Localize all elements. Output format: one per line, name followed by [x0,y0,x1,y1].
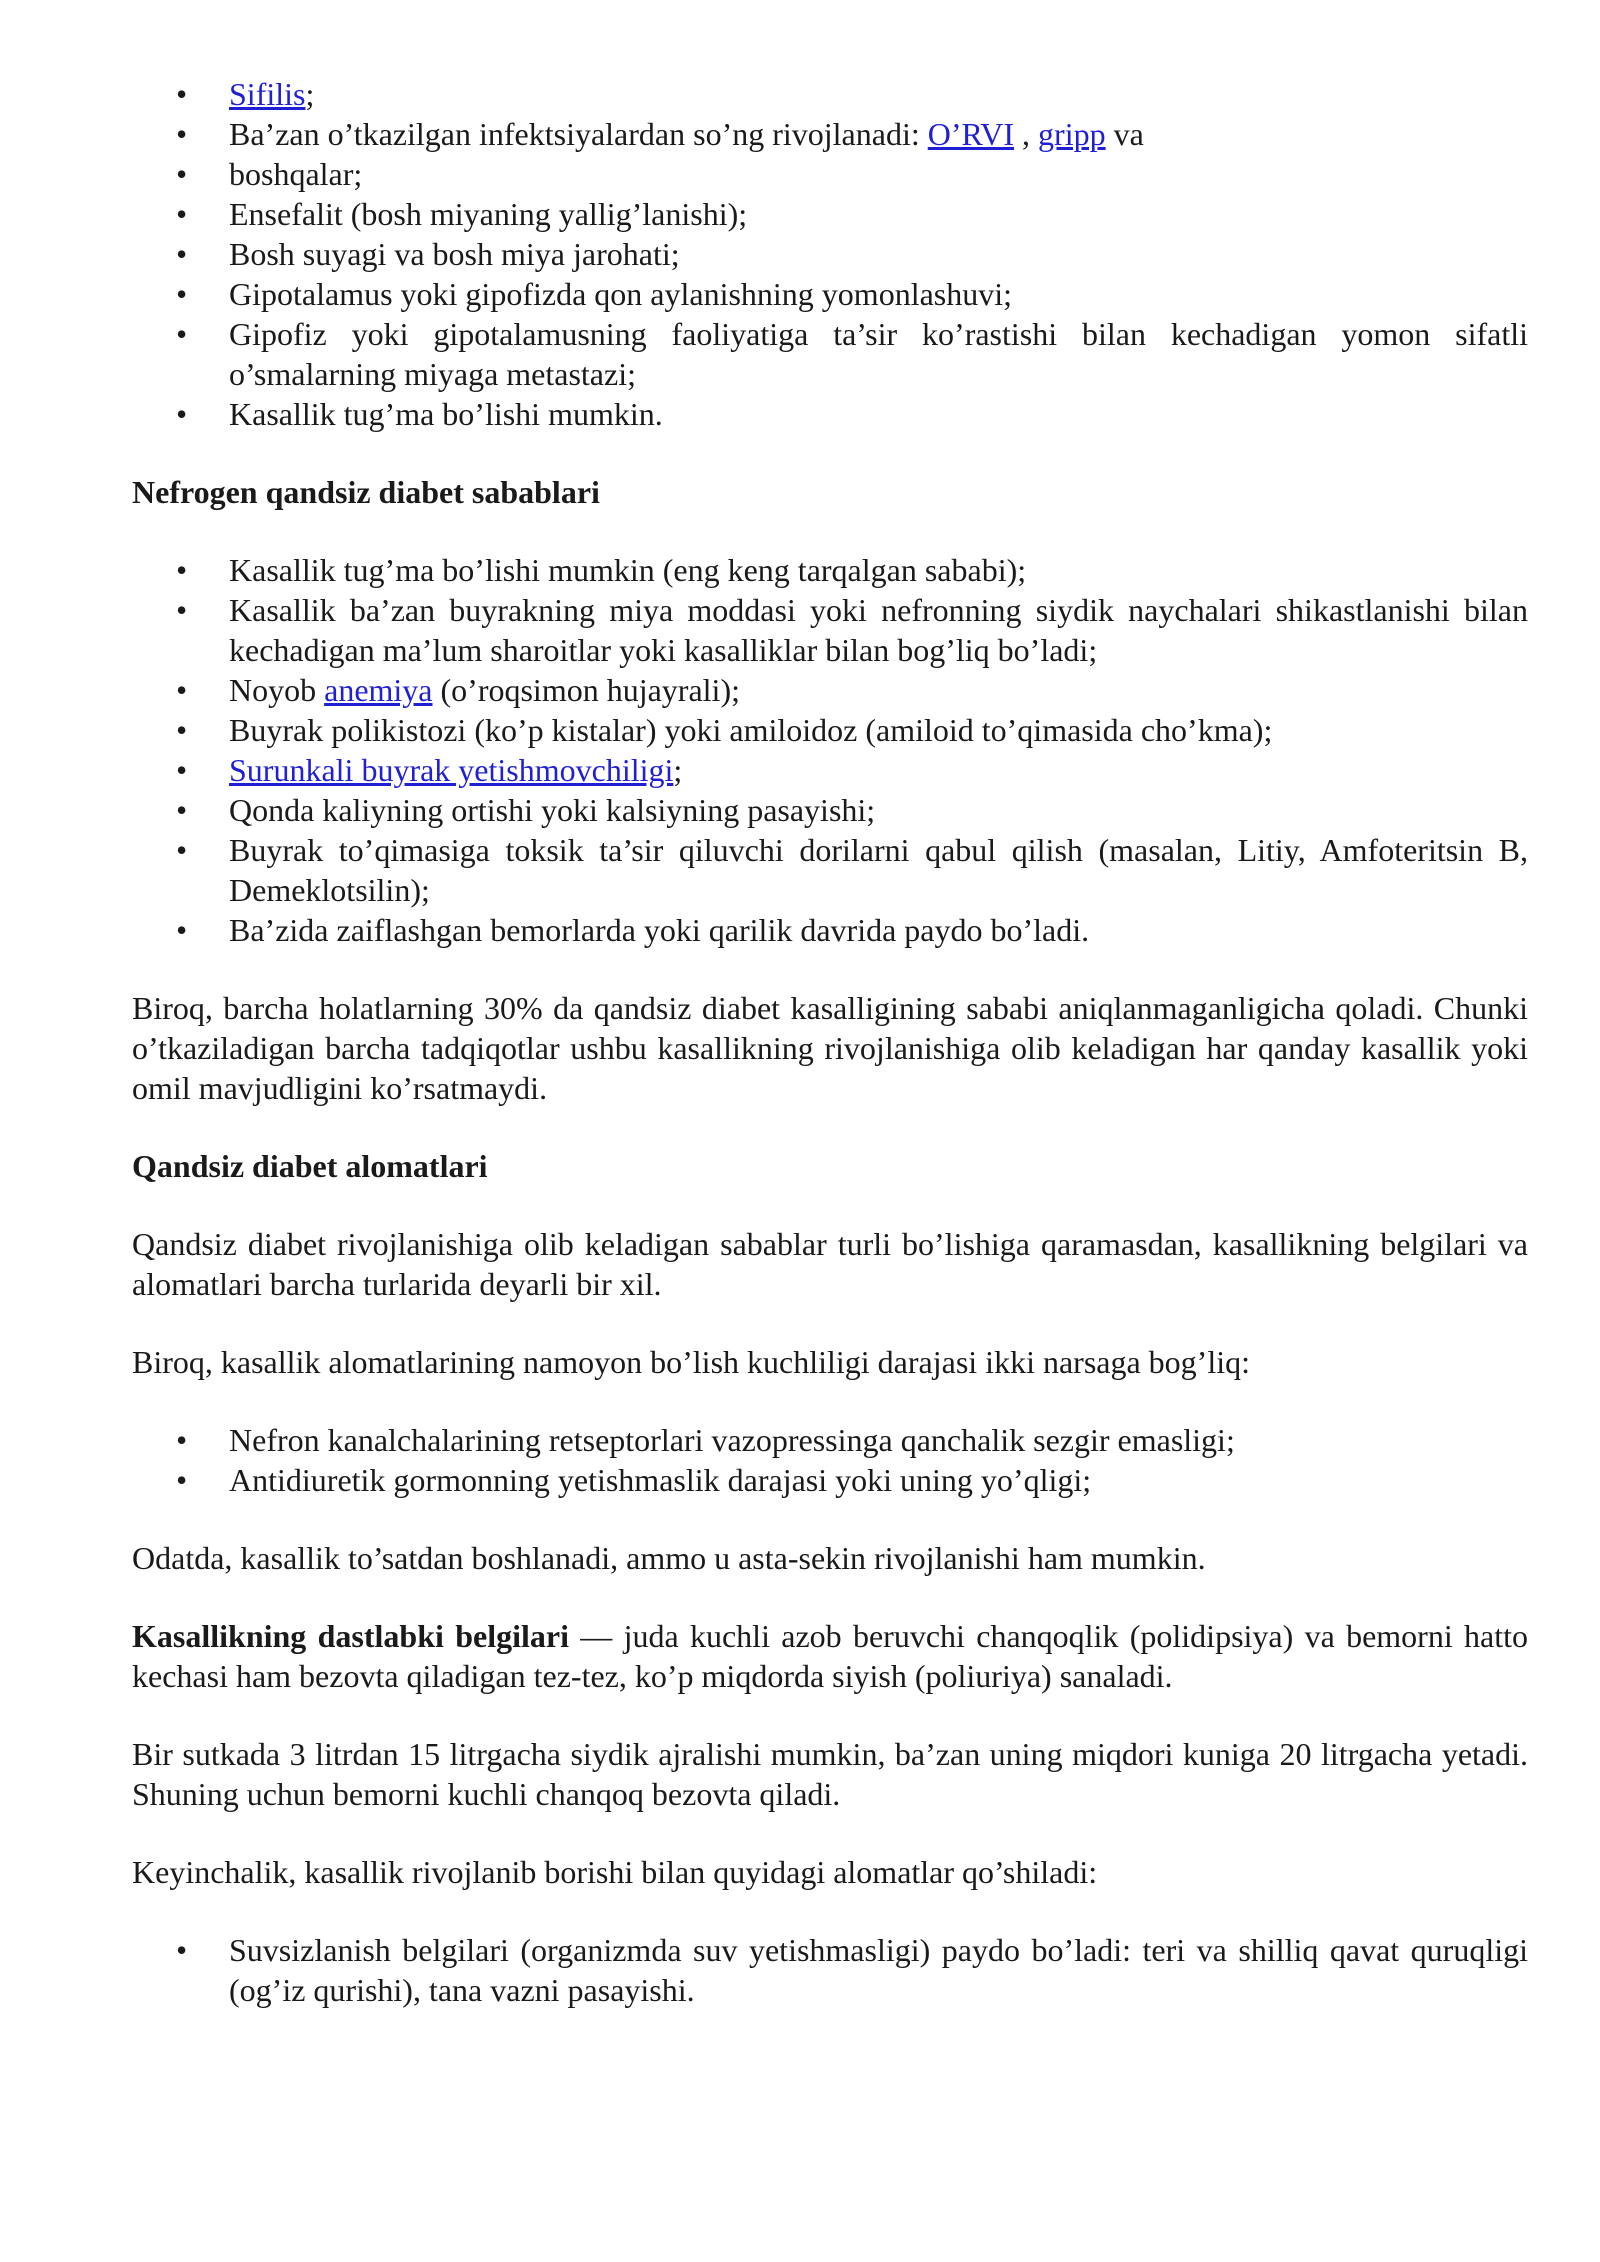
list-item: • Kasallik tug’ma bo’lishi mumkin (eng keng tarqalgan sababi); [176,552,1027,588]
list-item: • Gipotalamus yoki gipofizda qon aylanishning yomonlashuvi; [176,276,1013,312]
list-item: • Buyrak polikistozi (ko’p kistalar) yoki amiloidoz (amiloid to’qimasida cho’kma); [176,712,1273,748]
bullet-icon: • [176,792,188,828]
bullet-icon: • [176,552,188,588]
bullet-icon: • [176,912,188,948]
bullet-icon: • [176,1932,188,1968]
bullet-icon: • [176,672,188,708]
bullet-icon: • [176,116,188,152]
list-item: • Kasallik ba’zan buyrakning miya moddasi yoki nefronning siydik naychalari shikastlanishi bilan kechadigan ma’lum sharoitlar yoki kasalliklar bilan bog’liq bo’ladi; [176,592,1528,668]
bullet-icon: • [176,712,188,748]
list-item: • Ba’zida zaiflashgan bemorlarda yoki qarilik davrida paydo bo’ladi. [176,912,1090,948]
paragraph: Odatda, kasallik to’satdan boshlanadi, ammo u asta-sekin rivojlanishi ham mumkin. [132,1540,1206,1576]
paragraph: Biroq, kasallik alomatlarining namoyon bo’lish kuchliligi darajasi ikki narsaga bog’liq: [132,1344,1250,1380]
bullet-icon: • [176,832,188,868]
section-heading-symptoms: Qandsiz diabet alomatlari [132,1148,488,1184]
later-symptoms-list [132,1930,1528,2010]
paragraph: Bir sutkada 3 litrdan 15 litrgacha siydik ajralishi mumkin, ba’zan uning miqdori kuniga 20 litrgacha yetadi. Shuning uchun bemorni kuchli chanqoq bezovta qiladi. [132,1736,1528,1812]
list-item: • Suvsizlanish belgilari (organizmda suv yetishmasligi) paydo bo’ladi: teri va shilliq qavat quruqligi (og’iz qurishi), tana vazni pasayishi. [176,1932,1528,2008]
bullet-icon: • [176,396,188,432]
bullet-icon: • [176,156,188,192]
paragraph: Kasallikning dastlabki belgilari — juda kuchli azob beruvchi chanqoqlik (polidipsiya) va bemorni hatto kechasi ham bezovta qiladigan tez-tez, ko’p miqdorda siyish (poliuriya) sanaladi. [132,1618,1529,1694]
list-item: • Gipofiz yoki gipotalamusning faoliyatiga ta’sir ko’rastishi bilan kechadigan yomon sifatli o’smalarning miyaga metastazi; [176,316,1528,392]
bullet-icon: • [176,276,188,312]
bullet-icon: • [176,752,188,788]
bold-term: Kasallikning dastlabki belgilari [132,1618,569,1654]
list-item: • Kasallik tug’ma bo’lishi mumkin. [176,396,663,432]
list-item: • Ensefalit (bosh miyaning yallig’lanishi); [176,196,748,232]
list-item: • boshqalar; [176,156,363,192]
link-surunkali-buyrak[interactable]: Surunkali buyrak yetishmovchiligi [229,752,674,788]
list-item: • Nefron kanalchalarining retseptorlari vazopressinga qanchalik sezgir emasligi; [176,1422,1235,1458]
link-sifilis[interactable]: Sifilis [229,76,306,112]
link-gripp[interactable]: gripp [1038,116,1106,152]
causes-list-nephrogenic [132,550,1528,950]
document-page [132,74,1528,2010]
paragraph: Biroq, barcha holatlarning 30% da qandsiz diabet kasalligining sababi aniqlanmaganligicha qoladi. Chunki o’tkaziladigan barcha tadqiqotlar ushbu kasallikning rivojlanishiga olib keladigan har qanday kasallik yoki omil mavjudligini ko’rsatmaydi. [132,990,1528,1106]
paragraph: Qandsiz diabet rivojlanishiga olib keladigan sabablar turli bo’lishiga qaramasdan, kasallikning belgilari va alomatlari barcha turlarida deyarli bir xil. [132,1226,1528,1302]
severity-factors-list [132,1420,1528,1500]
list-item: • Qonda kaliyning ortishi yoki kalsiyning pasayishi; [176,792,876,828]
bullet-icon: • [176,196,188,232]
list-item: • Antidiuretik gormonning yetishmaslik darajasi yoki uning yo’qligi; [176,1462,1092,1498]
section-heading-nephrogenic: Nefrogen qandsiz diabet sabablari [132,474,600,510]
bullet-icon: • [176,1462,188,1498]
list-item: • Noyob anemiya (o’roqsimon hujayrali); [176,672,740,708]
list-item: • Surunkali buyrak yetishmovchiligi; [176,752,683,788]
list-item: • Bosh suyagi va bosh miya jarohati; [176,236,680,272]
link-orvi[interactable]: O’RVI [927,116,1015,152]
bullet-icon: • [176,316,188,352]
bullet-icon: • [176,76,188,112]
paragraph: Keyinchalik, kasallik rivojlanib borishi bilan quyidagi alomatlar qo’shiladi: [132,1854,1098,1890]
bullet-icon: • [176,236,188,272]
list-item: • Sifilis; [176,76,315,112]
causes-list-central [132,74,1528,434]
link-anemiya[interactable]: anemiya [324,672,433,708]
bullet-icon: • [176,592,188,628]
list-item: • Buyrak to’qimasiga toksik ta’sir qiluvchi dorilarni qabul qilish (masalan, Litiy, Amfoteritsin B, Demeklotsilin); [176,832,1528,908]
list-item: • Ba’zan o’tkazilgan infektsiyalardan so’ng rivojlanadi: O’RVI , gripp va [176,116,1144,152]
bullet-icon: • [176,1422,188,1458]
